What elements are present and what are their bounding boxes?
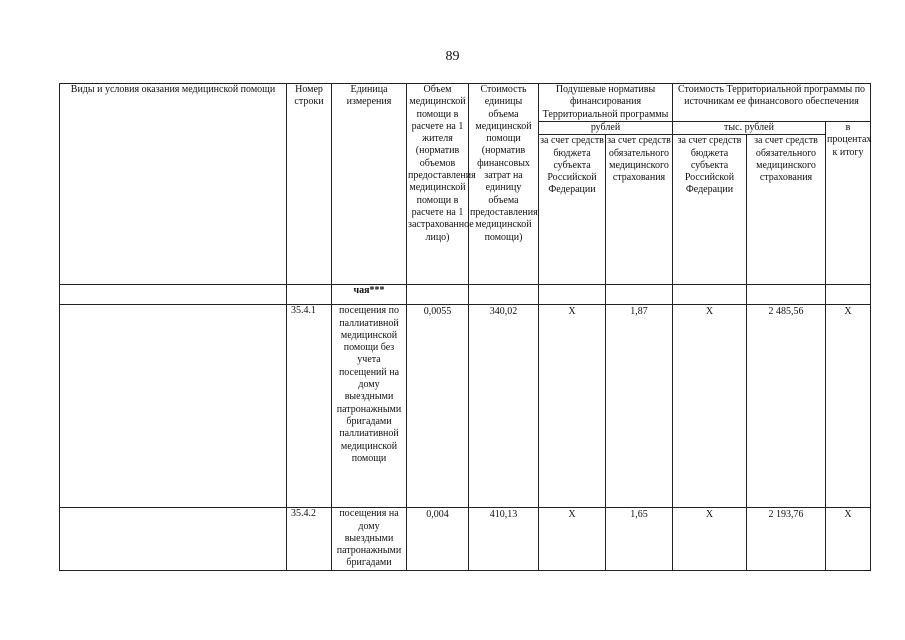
row-unit: посещения по паллиативной медицинской помощи без учета посещений на дому выездными патронажными бригадами паллиативной медицинской помощи (332, 305, 407, 508)
header-program-cost-group: Стоимость Территориальной программы по источникам ее финансового обеспечения (673, 84, 871, 122)
header-per-capita-group: Подушевые нормативы финансирования Территориальной программы (539, 84, 673, 122)
header-per-capita-budget: за счет средств бюджета субъекта Российской Федерации (539, 135, 606, 285)
row-code: 35.4.1 (287, 305, 332, 508)
row-total-oms: 2 485,56 (747, 305, 826, 508)
header-per-capita-oms: за счет средств обязательного медицинского страхования (606, 135, 673, 285)
row-unit: посещения на дому выездными патронажными бригадами (332, 508, 407, 570)
row-per-oms: 1,65 (606, 508, 673, 570)
row-code: 35.4.2 (287, 508, 332, 570)
continuation-total-oms (747, 285, 826, 305)
row-cost: 410,13 (469, 508, 539, 570)
continuation-kind (60, 285, 287, 305)
header-unit: Единица измерения (332, 84, 407, 285)
table-row (60, 508, 871, 570)
header-row-number: Номер строки (287, 84, 332, 285)
continuation-code (287, 285, 332, 305)
header-volume: Объем медицинской помощи в расчете на 1 жителя (норматив объемов предоставления медицинской помощи в расчете на 1 застрахованное лицо) (407, 84, 469, 285)
table-row (60, 305, 871, 508)
row-per-budget: X (539, 305, 606, 508)
continuation-percent (826, 285, 871, 305)
header-total-oms: за счет средств обязательного медицинского страхования (747, 135, 826, 285)
header-cost: Стоимость единицы объема медицинской помощи (норматив финансовых затрат на единицу объема предоставления медицинской помощи) (469, 84, 539, 285)
row-kind (60, 508, 287, 570)
continuation-per-oms (606, 285, 673, 305)
continuation-volume (407, 285, 469, 305)
row-kind (60, 305, 287, 508)
header-kind: Виды и условия оказания медицинской помощи (60, 84, 287, 285)
row-cost: 340,02 (469, 305, 539, 508)
row-total-budget: X (673, 508, 747, 570)
continuation-unit: чая*** (332, 285, 407, 305)
continuation-cost (469, 285, 539, 305)
row-percent: X (826, 305, 871, 508)
financing-table (59, 83, 871, 571)
header-per-capita-unit: рублей (539, 122, 673, 135)
row-volume: 0,004 (407, 508, 469, 570)
continuation-total-budget (673, 285, 747, 305)
row-total-budget: X (673, 305, 747, 508)
header-total-budget: за счет средств бюджета субъекта Российской Федерации (673, 135, 747, 285)
continuation-per-budget (539, 285, 606, 305)
row-total-oms: 2 193,76 (747, 508, 826, 570)
page-number: 89 (445, 49, 460, 64)
header-percent: в процентах к итогу (826, 122, 871, 285)
header-program-cost-unit: тыс. рублей (673, 122, 826, 135)
row-per-budget: X (539, 508, 606, 570)
row-percent: X (826, 508, 871, 570)
row-per-oms: 1,87 (606, 305, 673, 508)
row-volume: 0,0055 (407, 305, 469, 508)
